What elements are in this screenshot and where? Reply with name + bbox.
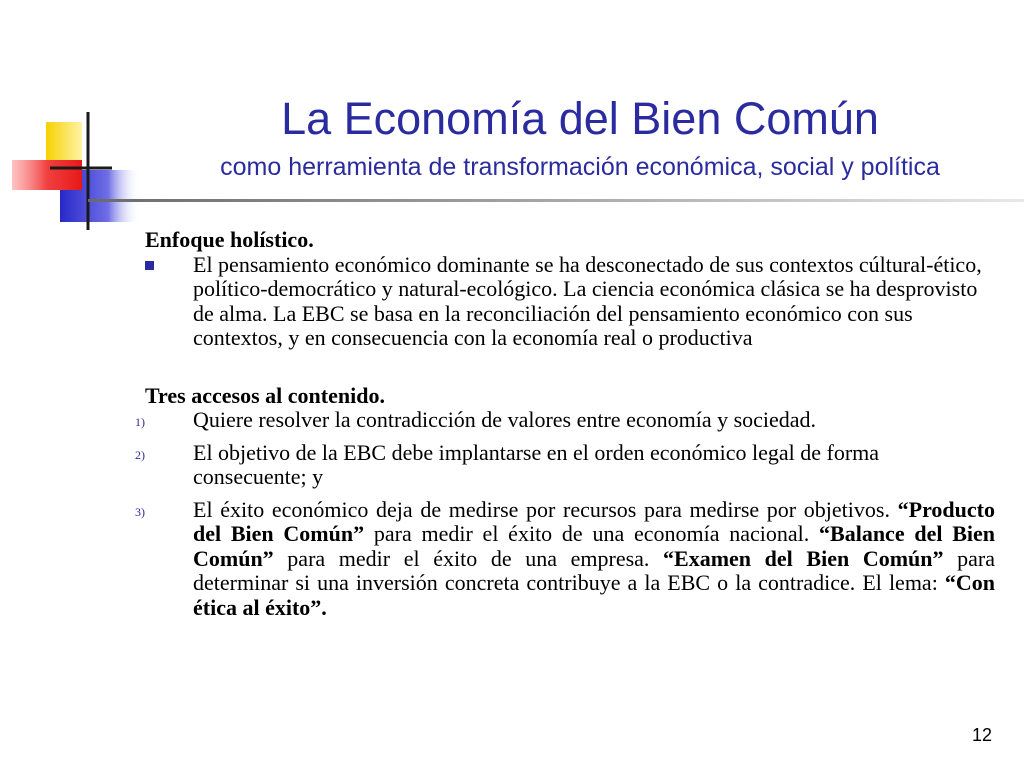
bullet-text: El pensamiento económico dominante se ha desconectado de sus contextos cúltural-ético, político-democrático y natural-ecológico. La ciencia económica clásica se ha desprovisto de alma. La EBC se basa en la reconciliación del pensamiento económico con sus contextos, y en consecuencia con la economía real o productiva bbox=[193, 251, 982, 350]
numbered-item-3 bbox=[135, 496, 995, 621]
item-text-part-2: para medir el éxito de una economía nacional. bbox=[364, 521, 820, 546]
slide-logo bbox=[0, 0, 150, 240]
item-text: El objetivo de la EBC debe implantarse en el orden económico legal de forma consecuente; y bbox=[193, 439, 880, 489]
item-number: 2) bbox=[135, 447, 145, 462]
slide-title: La Economía del Bien Común bbox=[281, 93, 879, 144]
slide-subtitle: como herramienta de transformación económica, social y política bbox=[220, 153, 940, 181]
item-number: 1) bbox=[135, 415, 145, 429]
item-text-part-3: para medir el éxito de una empresa. bbox=[273, 545, 664, 571]
item-bold-lema: “Con ética al éxito”. bbox=[193, 570, 995, 620]
bullet-item bbox=[145, 253, 995, 351]
numbered-item-2 bbox=[135, 439, 995, 490]
logo-red-square bbox=[12, 160, 82, 190]
slide-content bbox=[135, 227, 995, 620]
section-heading-access: Tres accesos al contenido. bbox=[145, 382, 385, 408]
item-number: 3) bbox=[135, 504, 145, 519]
numbered-item-1 bbox=[135, 407, 995, 433]
item-bold-producto: “Producto del Bien Común” bbox=[193, 496, 995, 546]
page-number: 12 bbox=[971, 725, 992, 745]
section-heading-holistic: Enfoque holístico. bbox=[145, 227, 314, 252]
square-bullet-icon bbox=[145, 261, 154, 270]
title-divider bbox=[88, 199, 1024, 202]
item-text-part-4: para determinar si una inversión concreta contribuye a la EBC o la contradice. El lema: bbox=[193, 545, 995, 595]
item-text: Quiere resolver la contradicción de valores entre economía y sociedad. bbox=[193, 407, 817, 432]
item-bold-examen: “Examen del Bien Común” bbox=[663, 545, 944, 571]
item-bold-balance: “Balance del Bien Común” bbox=[193, 521, 995, 571]
item-text-part-1: El éxito económico deja de medirse por recursos para medirse por objetivos. bbox=[193, 496, 898, 522]
